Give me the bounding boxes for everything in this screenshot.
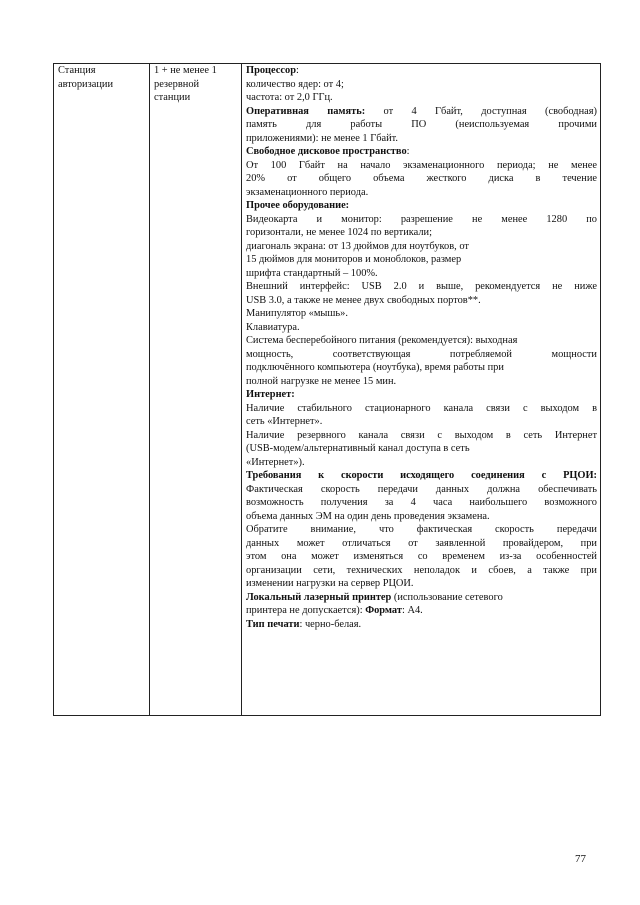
ram-line-1 bbox=[246, 105, 597, 119]
cpu-frequency: частота: от 2,0 ГГц. bbox=[246, 92, 333, 103]
ram-text-2: память для работы ПО (неиспользуемая прочими bbox=[246, 119, 597, 130]
internet-heading bbox=[246, 388, 597, 402]
cpu-heading-colon: : bbox=[295, 65, 299, 76]
speed-note-5: изменении нагрузки на сервер РЦОИ. bbox=[246, 578, 414, 589]
keyboard-line: Клавиатура. bbox=[246, 321, 300, 333]
other-heading bbox=[246, 199, 597, 213]
disk-heading-colon: : bbox=[406, 146, 410, 157]
ups-line-2: мощность, соответствующая потребляемой мощности bbox=[246, 348, 597, 360]
speed-heading bbox=[246, 469, 597, 483]
speed-text-2: возможность получения за 4 часа наибольшего возможного bbox=[246, 497, 597, 508]
internet-heading-text: Интернет: bbox=[246, 389, 295, 400]
printer-text-2: принтера не допускается): bbox=[246, 605, 366, 616]
diagonal-line-2: 15 дюймов для мониторов и моноблоков, размер bbox=[246, 254, 462, 265]
mouse-line: Манипулятор «мышь». bbox=[246, 308, 348, 319]
speed-note-4: организации сети, технических неполадок и сбоев, а также при bbox=[246, 564, 597, 576]
diagonal-line-1: диагональ экрана: от 13 дюймов для ноутбуков, от bbox=[246, 240, 469, 252]
requirements-cell bbox=[242, 64, 601, 716]
format-value: : А4. bbox=[401, 605, 423, 616]
usb-line-2: USB 3.0, а также не менее двух свободных портов**. bbox=[246, 294, 481, 306]
internet-primary-1: Наличие стабильного стационарного канала связи с выходом в bbox=[246, 402, 597, 414]
speed-note-1: Обратите внимание, что фактическая скорость передачи bbox=[246, 524, 597, 535]
internet-backup-2: (USB-модем/альтернативный канал доступа в сеть bbox=[246, 443, 470, 454]
format-heading: Формат bbox=[365, 605, 402, 616]
speed-text-3: объема данных ЭМ на один день проведения экзамена. bbox=[246, 510, 490, 522]
cpu-cores: количество ядер: от 4; bbox=[246, 78, 344, 90]
ups-line-4: полной нагрузке не менее 15 мин. bbox=[246, 375, 397, 387]
table-row bbox=[54, 64, 601, 716]
video-line-1: Видеокарта и монитор: разрешение не менее 1280 по bbox=[246, 213, 597, 225]
station-count-line: 1 + не менее 1 bbox=[154, 65, 217, 76]
requirements-table bbox=[53, 63, 601, 716]
station-name-cell bbox=[54, 64, 150, 716]
speed-heading-text: Требования к скорости исходящего соединения с РЦОИ: bbox=[246, 470, 597, 481]
printer-text-1: (использование сетевого bbox=[391, 591, 503, 603]
station-name-line: Станция bbox=[58, 65, 96, 76]
printer-heading: Локальный лазерный принтер bbox=[246, 591, 392, 603]
ram-heading: Оперативная память: bbox=[246, 105, 366, 117]
disk-text-1: От 100 Гбайт на начало экзаменационного периода; не менее bbox=[246, 159, 597, 171]
page-number: 77 bbox=[575, 853, 586, 865]
speed-note-2: данных может отличаться от заявленной провайдером, при bbox=[246, 537, 597, 549]
ram-text-1: от 4 Гбайт, доступная (свободная) bbox=[383, 105, 597, 117]
internet-backup-1: Наличие резервного канала связи с выходом в сеть Интернет bbox=[246, 429, 597, 441]
station-name-line: авторизации bbox=[58, 78, 114, 90]
disk-heading bbox=[246, 145, 597, 159]
printer-line-2 bbox=[246, 604, 597, 618]
station-count-line: станции bbox=[154, 92, 191, 103]
station-count-cell bbox=[150, 64, 242, 716]
internet-backup-3: «Интернет»). bbox=[246, 456, 305, 468]
other-heading-text: Прочее оборудование: bbox=[246, 200, 350, 211]
usb-line-1: Внешний интерфейс: USB 2.0 и выше, рекомендуется не ниже bbox=[246, 281, 597, 292]
speed-note-3: этом она может изменяться со временем из-за особенностей bbox=[246, 551, 597, 562]
print-type-line bbox=[246, 618, 597, 632]
speed-text-1: Фактическая скорость передачи данных должна обеспечивать bbox=[246, 483, 597, 495]
printer-line-1 bbox=[246, 591, 597, 605]
print-type-value: : черно-белая. bbox=[299, 618, 362, 630]
internet-primary-2: сеть «Интернет». bbox=[246, 416, 323, 427]
disk-text-2: 20% от общего объема жесткого диска в течение bbox=[246, 173, 597, 184]
disk-text-3: экзаменационного периода. bbox=[246, 186, 369, 198]
print-type-heading: Тип печати bbox=[246, 618, 300, 630]
ram-text-3: приложениями): не менее 1 Гбайт. bbox=[246, 132, 399, 144]
cpu-heading-text: Процессор bbox=[246, 65, 296, 76]
video-line-2: горизонтали, не менее 1024 по вертикали; bbox=[246, 227, 432, 238]
cpu-heading bbox=[246, 64, 597, 78]
ups-line-1: Система бесперебойного питания (рекомендуется): выходная bbox=[246, 335, 518, 346]
ups-line-3: подключённого компьютера (ноутбука), время работы при bbox=[246, 362, 504, 373]
font-size-line: шрифта стандартный – 100%. bbox=[246, 267, 378, 279]
station-count-line: резервной bbox=[154, 78, 200, 90]
disk-heading-text: Свободное дисковое пространство bbox=[246, 146, 407, 157]
